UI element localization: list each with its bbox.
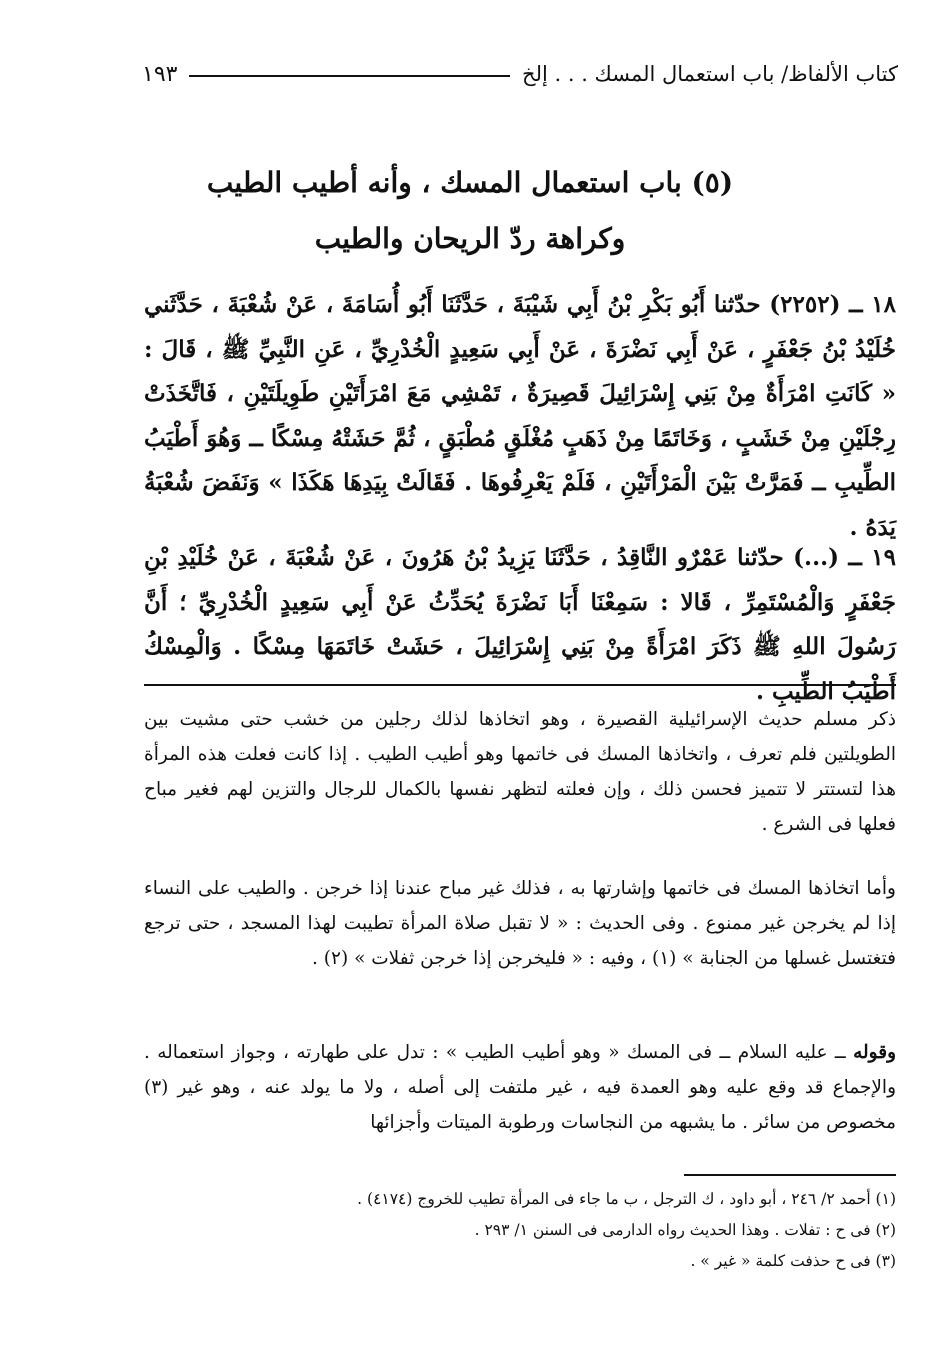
- footnote-divider: [684, 1174, 896, 1176]
- commentary-paragraph-1: ذكر مسلم حديث الإسرائيلية القصيرة ، وهو اتخاذها لذلك رجلين من خشب حتى مشيت بين الطويلتين فلم تعرف ، واتخاذها المسك فى خاتمها وهو أطيب الطيب . إذا كانت فعلت هذه المرأة هذا لتستتر لا تتميز فحسن ذلك ، وإن فعلته لتظهر نفسها بالكمال للرجال والتزين لهم فغير مباح فعلها فى الشرع .: [144, 709, 896, 835]
- footnote-2: (٢) فى ح : تفلات . وهذا الحديث رواه الدارمى فى السنن ١/ ٢٩٣ .: [474, 1221, 896, 1239]
- commentary-paragraph-2: وأما اتخاذها المسك فى خاتمها وإشارتها به ، فذلك غير مباح عندنا إذا خرجن . والطيب على النساء إذا لم يخرجن غير ممنوع . وفى الحديث : « لا تقبل صلاة المرأة تطيبت لهذا المسجد ، حتى ترجع فتغتسل غسلها من الجنابة » (١) ، وفيه : « فليخرجن إذا خرجن ثفلات » (٢) .: [144, 878, 896, 969]
- header-rule: [189, 75, 510, 77]
- hadith-19: ١٩ ــ (...) حدّثنا عَمْرٌو النَّاقِدُ ، حَدَّثَنَا يَزِيدُ بْنُ هَرُونَ ، عَنْ شُعْبَةَ ، عَنْ خُلَيْدِ بْنِ جَعْفَرٍ وَالْمُسْتَمِرِّ ، قَالا : سَمِعْنَا أَبَا نَضْرَةَ يُحَدِّثُ عَنْ أَبِي سَعِيدٍ الْخُدْرِيِّ ؛ أَنَّ رَسُولَ اللهِ ﷺ ذَكَرَ امْرَأَةً مِنْ بَنِي إِسْرَائِيلَ ، حَشَتْ خَاتَمَهَا مِسْكًا . وَالْمِسْكُ أَطْيَبُ الطِّيبِ .: [144, 544, 896, 705]
- chapter-title-line-1: (٥) باب استعمال المسك ، وأنه أطيب الطيب: [206, 166, 734, 199]
- commentary-paragraph-3-text: ــ عليه السلام ــ فى المسك « وهو أطيب الطيب » : تدل على طهارته ، وجواز استعماله . والإجماع قد وقع عليه وهو العمدة فيه ، غير ملتفت إلى أصله ، ولا ما يولد عنه ، وهو غير (٣) مخصوص من سائر . ما يشبهه من النجاسات ورطوبة الميتات وأجزائها: [144, 1042, 896, 1133]
- running-header: [142, 54, 898, 94]
- footnote-3: (٣) فى ح حذفت كلمة « غير » .: [690, 1252, 896, 1270]
- footnote-1: (١) أحمد ٢/ ٢٤٦ ، أبو داود ، ك الترجل ، ب ما جاء فى المرأة تطيب للخروج (٤١٧٤) .: [357, 1190, 896, 1208]
- chapter-title-line-2: وكراهة ردّ الريحان والطيب: [314, 222, 626, 255]
- hadith-18: ١٨ ــ (٢٢٥٢) حدّثنا أَبُو بَكْرِ بْنُ أَبِي شَيْبَةَ ، حَدَّثَنَا أَبُو أُسَامَةَ ، عَنْ شُعْبَةَ ، حَدَّثَني خُلَيْدُ بْنُ جَعْفَرٍ ، عَنْ أَبِي نَضْرَةَ ، عَنْ أَبِي سَعِيدٍ الْخُدْرِيِّ ، عَنِ النَّبِيِّ ﷺ ، قَالَ : « كَانَتِ امْرَأَةٌ مِنْ بَنِي إِسْرَائِيلَ قَصِيرَةٌ ، تَمْشِي مَعَ امْرَأَتَيْنِ طَوِيلَتَيْنِ ، فَاتَّخَذَتْ رِجْلَيْنِ مِنْ خَشَبٍ ، وَخَاتَمًا مِنْ ذَهَبٍ مُغْلَقٍ مُطْبَقٍ ، ثُمَّ حَشَتْهُ مِسْكًا ــ وَهُوَ أَطْيَبُ الطِّيبِ ــ فَمَرَّتْ بَيْنَ الْمَرْأَتَيْنِ ، فَلَمْ يَعْرِفُوهَا . فَقَالَتْ بِيَدِهَا هَكَذَا » وَنَفَضَ شُعْبَةُ يَدَهُ .: [144, 291, 897, 541]
- footnotes: [180, 1184, 896, 1277]
- commentary-lead-word: وقوله: [853, 1042, 896, 1063]
- commentary-divider: [144, 684, 896, 686]
- commentary-paragraph-3: [144, 1035, 896, 1140]
- running-header-title: كتاب الألفاظ/ باب استعمال المسك . . . إلخ: [522, 62, 898, 86]
- page-number: ١٩٣: [142, 61, 178, 87]
